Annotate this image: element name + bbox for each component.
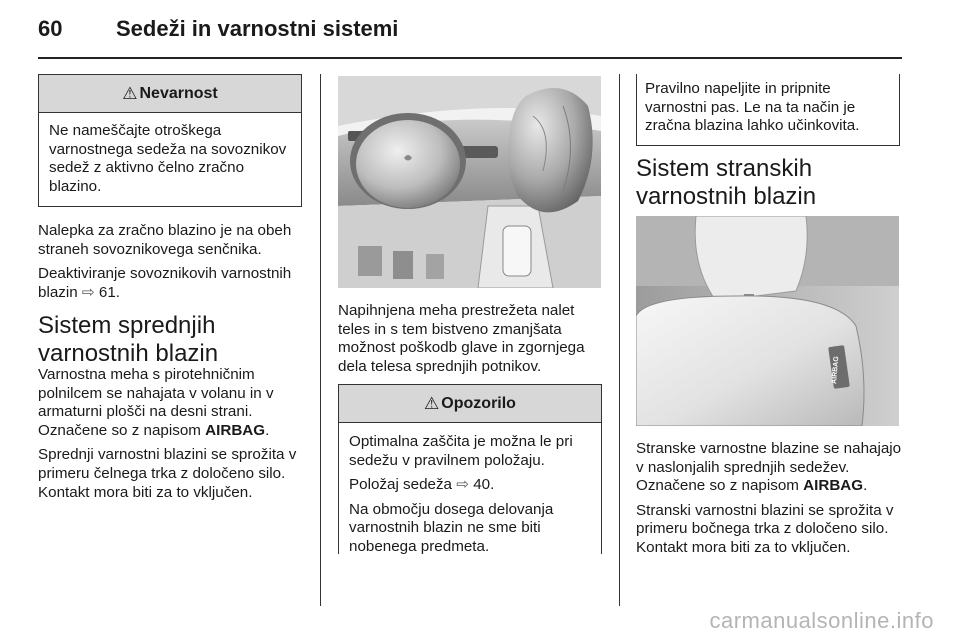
warning-box-title: Opozorilo — [441, 394, 516, 412]
front-airbag-location-text: Varnostna meha s pirotehničnim polnilcem se nahajata v volanu in v armaturni plošči na desni strani. Označene so z napisom — [38, 366, 274, 439]
front-airbag-heading-line2: varnostnih blazin — [38, 340, 219, 367]
front-airbag-location-paragraph — [38, 366, 306, 440]
page-reference-arrow-icon: ⇨ — [456, 476, 469, 494]
side-airbag-label: AIRBAG — [803, 477, 864, 495]
page-number: 60 — [38, 16, 63, 41]
column-divider-1 — [320, 74, 321, 606]
danger-box — [38, 74, 302, 207]
front-airbag-label: AIRBAG — [205, 421, 266, 439]
front-airbag-illustration — [338, 76, 601, 288]
danger-box-header — [39, 75, 301, 113]
warning-triangle-icon: ⚠ — [122, 83, 138, 103]
warning-box — [338, 384, 602, 554]
front-airbag-heading-line1: Sistem sprednjih — [38, 312, 216, 339]
deactivation-reference — [38, 265, 306, 302]
column-divider-2 — [619, 74, 620, 606]
side-airbag-heading — [636, 155, 904, 211]
warning-seat-reference — [349, 476, 591, 495]
danger-box-text: Ne nameščajte otroškega varnostnega sedeža na sovoznikov sedež z aktivno čelno zračno blazino. — [49, 122, 287, 195]
side-airbag-location-end: . — [863, 477, 868, 495]
warning-seat-reference-page[interactable]: 40. — [473, 476, 495, 494]
side-airbag-illustration — [636, 216, 899, 426]
side-airbag-heading-line1: Sistem stranskih — [636, 155, 813, 182]
warning-objects-text: Na območju dosega delovanja varnostnih blazin ne sme biti nobenega predmeta. — [349, 500, 554, 555]
front-airbag-location-end: . — [265, 421, 270, 439]
warning-seat-reference-text: Položaj sedeža — [349, 476, 453, 494]
deactivation-reference-text: Deaktiviranje sovoznikovih varnostnih blazin — [38, 265, 292, 301]
warning-seat-position-text: Optimalna zaščita je možna le pri sedežu v pravilnem položaju. — [349, 433, 573, 469]
warning-triangle-icon: ⚠ — [424, 393, 440, 413]
front-airbag-deploy-paragraph: Sprednji varnostni blazini se sprožita v primeru čelnega trka z določeno silo. Kontakt mora biti za to vključen. — [38, 446, 297, 501]
side-airbag-location-text: Stranske varnostne blazine se nahajajo v naslonjalih sprednjih sedežev. Označene so z napisom — [636, 440, 902, 495]
seatbelt-box-text: Pravilno napeljite in pripnite varnostni pas. Le na ta način je zračna blazina lahko učinkovita. — [645, 80, 860, 135]
watermark: carmanualsonline.info — [709, 608, 934, 633]
side-airbag-location-paragraph — [636, 440, 908, 496]
seat-airbag-tag: AIRBAG — [831, 356, 841, 385]
front-airbag-caption: Napihnjena meha prestrežeta nalet teles in s tem bistveno zmanjšata možnost poškodb glave in zgornjega dela telesa sprednjih potnikov. — [338, 302, 585, 375]
front-airbag-heading — [38, 312, 306, 368]
seatbelt-box — [636, 74, 900, 146]
page-title: Sedeži in varnostni sistemi — [116, 16, 399, 41]
airbag-label-paragraph: Nalepka za zračno blazino je na obeh straneh sovoznikovega senčnika. — [38, 222, 292, 258]
deactivation-reference-page[interactable]: 61. — [98, 283, 121, 301]
header-rule — [38, 57, 902, 59]
side-airbag-deploy-paragraph: Stranski varnostni blazini se sprožita v primeru bočnega trka z določeno silo. Kontakt mora biti za to vključen. — [636, 501, 894, 556]
page-reference-arrow-icon: ⇨ — [81, 283, 95, 301]
side-airbag-heading-line2: varnostnih blazin — [636, 183, 817, 210]
danger-box-title: Nevarnost — [139, 84, 218, 102]
warning-box-header — [339, 385, 601, 423]
